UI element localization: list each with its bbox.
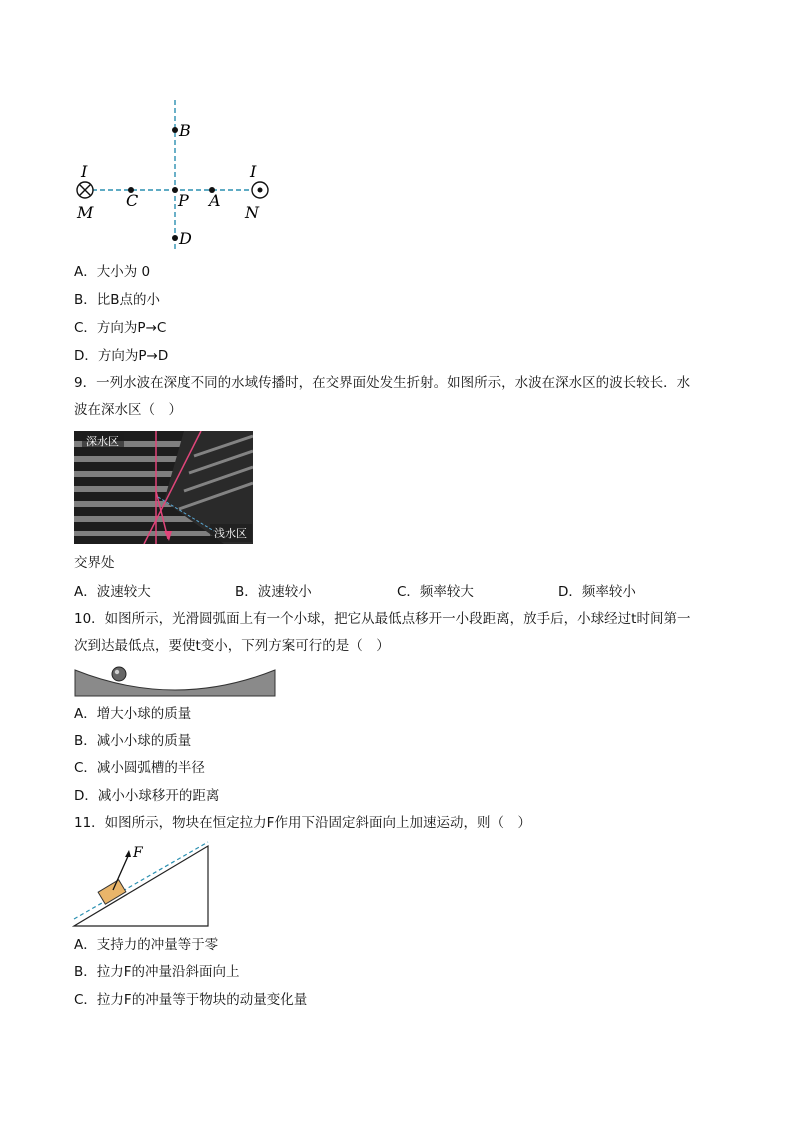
point-b-dot (172, 127, 178, 133)
q10-option-d: D．减小小球移开的距离 (74, 788, 220, 804)
current-out-of-page-icon (252, 182, 268, 198)
incline-block-figure (72, 840, 214, 928)
q9-stem-line-1: 9．一列水波在深度不同的水域传播时，在交界面处发生折射。如图所示，水波在深水区的波长较长．水 (74, 375, 691, 391)
q8-option-c: C．方向为P→C (74, 320, 167, 336)
q9-stem-line-2: 波在深水区（ ） (74, 402, 182, 418)
label-n: N (245, 203, 259, 222)
q10-option-c: C．减小圆弧槽的半径 (74, 760, 205, 776)
q11-option-a: A．支持力的冲量等于零 (74, 937, 219, 953)
q11-stem: 11．如图所示，物块在恒定拉力F作用下沿固定斜面向上加速运动，则（ ） (74, 815, 531, 831)
label-current-left: I (81, 162, 88, 181)
label-a: A (209, 191, 221, 210)
q10-stem-line-2: 次到达最低点，要使t变小，下列方案可行的是（ ） (74, 638, 390, 654)
label-d: D (179, 229, 192, 248)
q9-option-a: A．波速较大 (74, 584, 151, 600)
q11-option-b: B．拉力F的冲量沿斜面向上 (74, 964, 240, 980)
q9-options-row (74, 580, 674, 600)
label-p: P (178, 191, 189, 210)
point-d-dot (172, 235, 178, 241)
circular-groove-figure (74, 664, 276, 698)
arc-groove (75, 670, 275, 696)
small-ball (112, 667, 126, 681)
water-wave-refraction-photo (74, 431, 253, 544)
current-into-page-icon (77, 182, 93, 198)
label-b: B (179, 121, 191, 140)
label-current-right: I (250, 162, 257, 181)
q9-option-d: D．频率较小 (558, 584, 636, 600)
q10-stem-line-1: 10．如图所示，光滑圆弧面上有一个小球，把它从最低点移开一小段距离，放手后，小球经过t时间第一 (74, 611, 691, 627)
q9-figure-caption: 交界处 (74, 555, 115, 571)
q9-option-c: C．频率较大 (397, 584, 474, 600)
label-c: C (126, 191, 139, 210)
force-f-label: F (133, 845, 143, 861)
q10-option-a: A．增大小球的质量 (74, 706, 192, 722)
shallow-water-label: 浅水区 (214, 527, 247, 540)
q8-option-d: D．方向为P→D (74, 348, 169, 364)
q11-option-c: C．拉力F的冲量等于物块的动量变化量 (74, 992, 308, 1008)
deep-water-label: 深水区 (86, 435, 119, 448)
q9-option-b: B．波速较小 (235, 584, 312, 600)
force-f-arrowhead (125, 850, 131, 857)
magnetic-field-figure (70, 95, 280, 255)
q8-option-a: A．大小为 0 (74, 264, 151, 280)
q8-option-b: B．比B点的小 (74, 292, 161, 308)
label-m: M (77, 203, 94, 222)
q10-option-b: B．减小小球的质量 (74, 733, 192, 749)
